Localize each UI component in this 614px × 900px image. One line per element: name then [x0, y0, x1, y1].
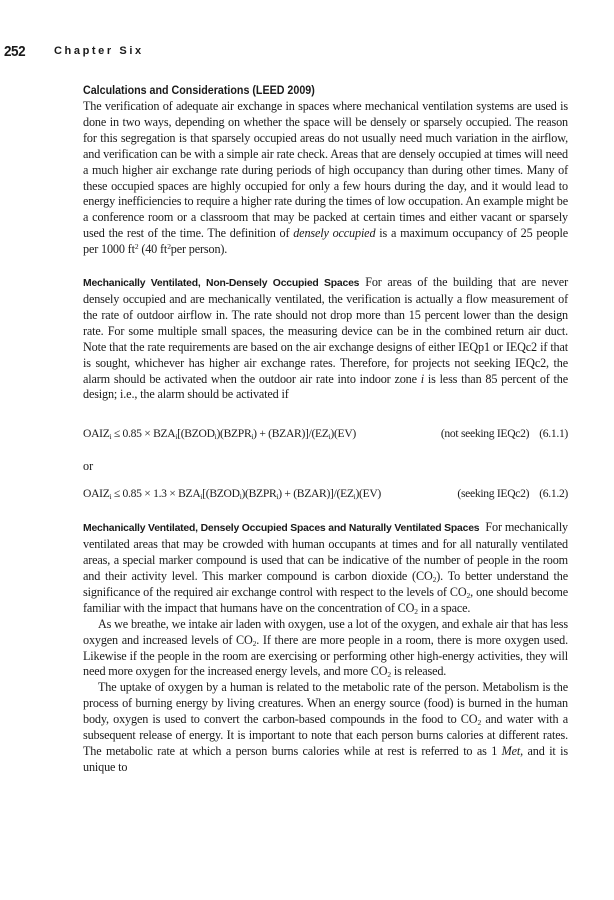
section-heading: Calculations and Considerations (LEED 2009)	[83, 85, 315, 97]
page-body	[83, 84, 568, 776]
page-number: 252	[4, 43, 26, 60]
equation-6-1-2	[83, 487, 568, 505]
equation-body: $OAIZ_i \le 0.85$ × $BZA_i[(BZOD_i)(BZPR_i)$ + $(BZAR)]/(EZ_i)(EV)$	[83, 427, 356, 442]
equation-6-1-1	[83, 427, 568, 445]
runin-heading-dense: Mechanically Ventilated, Densely Occupied Spaces and Naturally Ventilated Spaces	[83, 523, 480, 535]
paragraph-dense-2: As we breathe, we intake air laden with oxygen, use a lot of the oxygen, and exhale air that has less oxygen and increased levels of $CO_2$. If there are more people in a room, there is more oxygen used. Likewise if the people in the room are exercising or performing other high-energy activities, they will need more oxygen for the increased energy levels, and more $CO_2$ is released.	[83, 616, 568, 680]
chapter-title: Chapter Six	[54, 45, 144, 57]
paragraph-intro: The verification of adequate air exchange in spaces where mechanical ventilation systems are used is done in two ways, depending on whether the space will be densely or sparsely occupied. The reason for this segregation is that sparsely occupied areas do not usually need much variation in the airflow, and verification can be with a simple air rate check. Areas that are densely occupied at times will need a much higher air exchange rate during periods of high occupancy than during other times. Many of these occupied spaces are highly occupied for only a few hours during the day, and it would lead to energy inefficiencies to require a higher rate during the times of low occupation. An example might be a conference room or a classroom that may be packed at certain times and either vacant or sparsely used the rest of the time. The definition of densely occupied is a maximum occupancy of 25 people per 1000 $ft^2$ (40 $ft^2per$ person).	[83, 99, 568, 257]
equation-number: (6.1.1)	[539, 427, 568, 441]
equation-note: (not seeking IEQc2)	[440, 427, 530, 441]
equation-body: $OAIZ_i \le 0.85 \times 1.3$ × $BZA_i[(BZOD_i)(BZPR_i)$ + $(BZAR)]/(EZ_i)(EV)$	[83, 487, 381, 502]
runin-heading-non-dense: Mechanically Ventilated, Non-Densely Occupied Spaces	[83, 278, 360, 290]
paragraph-dense-1: Mechanically Ventilated, Densely Occupied Spaces and Naturally Ventilated Spaces For mechanically ventilated areas that may be crowded with human occupants at times and for all naturally ventilated areas, a special marker compound is used that can be indicative of the number of people in the room and their activity level. This marker compound is carbon dioxide $(CO_2)$. To better understand the significance of the required air exchange control with respect to the levels of $CO_2$, one should become familiar with the impact that humans have on the concentration of $CO_2$ in a space.	[83, 520, 568, 616]
paragraph-dense-3: The uptake of oxygen by a human is related to the metabolic rate of the person. Metabolism is the process of burning energy by living creatures. When an energy source (food) is burned in the human body, oxygen is used to convert the carbon-based compounds in the food to $CO_2$ and water with a subsequent release of energy. It is important to note that each person burns calories at different rates. The metabolic rate at which a person burns calories while at rest is referred to as 1 Met, and it is unique to	[83, 680, 568, 774]
paragraph-non-dense: Mechanically Ventilated, Non-Densely Occupied Spaces For areas of the building that are never densely occupied and are mechanically ventilated, the verification is actually a flow measurement of the rate of outdoor airflow in. The rate should not drop more than 15 percent lower than the design rate. For some multiple small spaces, the measuring device can be in the combined return air duct. Note that the rate requirements are based on the air exchange designs of either IEQp1 or IEQc2 if that is sought, whichever has higher air exchange rates. Therefore, for projects not seeking IEQc2, the alarm should be activated when the outdoor air rate into indoor zone i is less than 85 percent of the design; i.e., the alarm should be activated if	[83, 275, 568, 402]
equation-number: (6.1.2)	[539, 487, 568, 501]
or-connector: or	[83, 459, 94, 474]
equation-note: (seeking IEQc2)	[457, 487, 530, 501]
